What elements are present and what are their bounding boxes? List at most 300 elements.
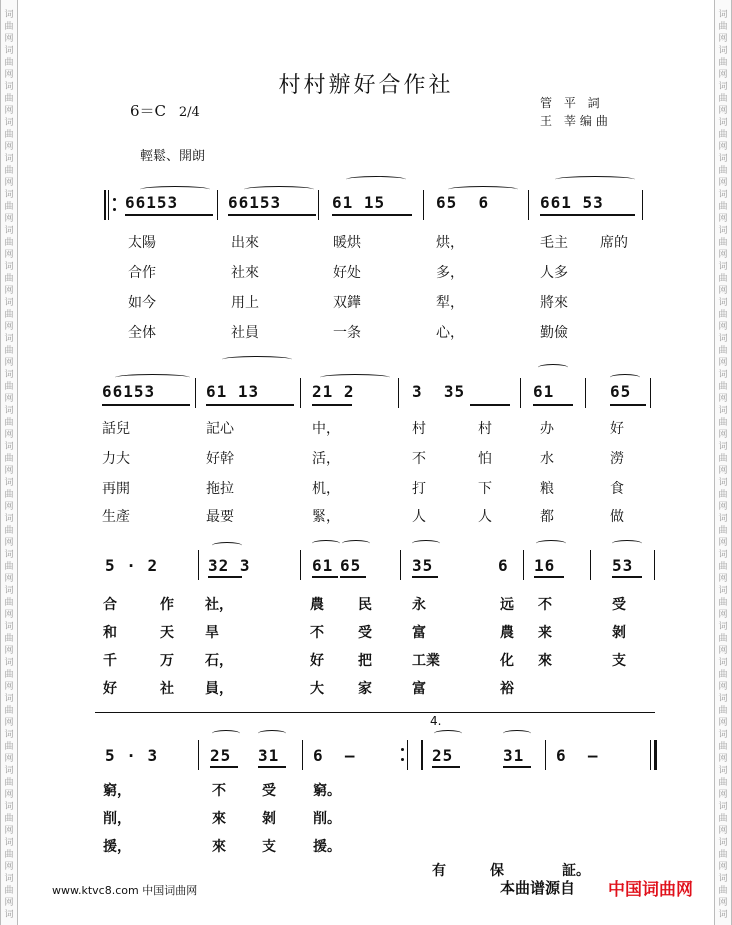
watermark-char: 网 [4,322,14,332]
lyric: 食 [610,481,624,497]
watermark-char: 网 [4,754,14,764]
barline [528,190,529,220]
measure-12: 5 · 2 [105,556,159,575]
lyric: 拖拉 [206,481,234,497]
watermark-char: 曲 [4,310,14,320]
barline [198,740,199,770]
measure-10: 61 [533,382,555,401]
measure-7: 61 13 [206,382,260,401]
watermark-char: 网 [4,34,14,44]
watermark-char: 曲 [718,238,728,248]
lyric: 人多 [540,265,568,281]
watermark-char: 曲 [4,850,14,860]
watermark-char: 词 [4,730,14,740]
watermark-char: 词 [4,46,14,56]
footer-site-link[interactable]: www.ktvc8.com 中国词曲网 [52,884,198,897]
beam [533,404,573,406]
lyric: 支 [262,839,276,855]
barline [421,740,423,770]
lyric: 心， [436,325,464,341]
lyric: 大 [310,681,324,697]
lyric: 澇 [610,451,624,467]
watermark-char: 网 [718,502,728,512]
lyric: 最要 [206,509,234,525]
lyric: 暖烘 [333,235,361,251]
watermark-char: 词 [718,226,728,236]
watermark-char: 网 [718,898,728,908]
watermark-char: 词 [718,298,728,308]
watermark-char: 曲 [718,166,728,176]
lyric: 來 [212,811,226,827]
watermark-char: 网 [4,898,14,908]
lyric: 把 [358,653,372,669]
watermark-char: 词 [4,190,14,200]
watermark-char: 词 [718,622,728,632]
measure-5: 661 53 [540,193,604,212]
lyricist-credit: 管 平 詞 [540,96,604,110]
watermark-char: 曲 [718,22,728,32]
watermark-char: 曲 [718,598,728,608]
barline [398,378,399,408]
watermark-char: 词 [4,118,14,128]
lyric-ending: 証。 [562,863,590,879]
watermark-char: 曲 [4,886,14,896]
watermark-char: 词 [4,766,14,776]
slur [503,730,531,737]
lyric: 緊， [312,509,340,525]
measure-15b: 6 [498,556,509,575]
watermark-char: 词 [4,226,14,236]
lyric: 社員 [231,325,259,341]
measure-21b: 31 [503,746,525,765]
measure-3: 61 15 [332,193,386,212]
lyric: 好幹 [206,451,234,467]
lyric: 社來 [231,265,259,281]
lyric: 將來 [540,295,568,311]
lyric: 永 [412,597,426,613]
beam [470,404,510,406]
watermark-char: 词 [4,82,14,92]
key-label: 6＝C [130,102,167,120]
end-repeat-barline [407,740,408,770]
watermark-char: 曲 [718,814,728,824]
watermark-char: 词 [4,478,14,488]
watermark-char: 网 [718,394,728,404]
beam [503,766,531,768]
lyric: 援。 [313,839,341,855]
watermark-char: 网 [4,862,14,872]
lyric: 办 [540,421,554,437]
lyric: 人 [478,509,492,525]
barline [423,190,424,220]
song-title: 村村辦好合作社 [278,73,454,98]
measure-16: 16 [534,556,556,575]
barline [523,550,524,580]
lyric: 勤儉 [540,325,568,341]
watermark-char: 曲 [718,202,728,212]
lyric: 剝 [612,625,626,641]
watermark-char: 词 [4,802,14,812]
lyric: 工業 [412,653,440,669]
watermark-char: 词 [718,118,728,128]
measure-21a: 25 [432,746,454,765]
watermark-char: 网 [4,178,14,188]
lyric: 裕 [500,681,514,697]
watermark-char: 网 [4,214,14,224]
lyric: 活， [312,451,340,467]
beam [102,404,190,406]
barline [302,740,303,770]
lyric: 好 [103,681,117,697]
lyric: 怕 [478,451,492,467]
watermark-char: 曲 [4,418,14,428]
lyric: 粮 [540,481,554,497]
watermark-char: 曲 [718,742,728,752]
watermark-char: 词 [718,586,728,596]
watermark-char: 曲 [718,526,728,536]
volta-bracket-4 [425,712,655,713]
watermark-char: 曲 [4,598,14,608]
beam [332,214,412,216]
lyric: 一条 [333,325,361,341]
slur [312,540,340,547]
slur [346,176,406,183]
barline [300,378,301,408]
watermark-char: 曲 [4,742,14,752]
barline [400,550,401,580]
watermark-char: 词 [718,694,728,704]
lyric: 和 [103,625,117,641]
measure-19b: 31 [258,746,280,765]
watermark-char: 网 [718,286,728,296]
slur [342,540,370,547]
lyric: 受 [358,625,372,641]
lyric: 社 [160,681,174,697]
lyric-ending: 保 [490,863,504,879]
measure-6: 66153 [102,382,156,401]
lyric: 來 [212,839,226,855]
watermark-char: 曲 [4,814,14,824]
watermark-char: 网 [4,106,14,116]
watermark-char: 词 [718,874,728,884]
watermark-char: 网 [4,826,14,836]
watermark-char: 曲 [4,166,14,176]
watermark-char: 词 [4,658,14,668]
beam [340,576,366,578]
measure-4: 65 6 [436,193,490,212]
watermark-char: 网 [718,862,728,872]
lyric: 人 [412,509,426,525]
watermark-char: 曲 [718,382,728,392]
measure-14b: 65 [340,556,362,575]
watermark-char: 词 [4,10,14,20]
watermark-char: 曲 [4,202,14,212]
barline [585,378,586,408]
slur [536,540,566,547]
lyric: 話兒 [102,421,130,437]
watermark-char: 曲 [718,634,728,644]
tempo-marking: 輕鬆、開朗 [140,149,206,164]
lyric: 窮。 [313,783,341,799]
barline [318,190,319,220]
lyric: 受 [262,783,276,799]
watermark-char: 曲 [4,58,14,68]
barline [198,550,199,580]
watermark-char: 词 [4,262,14,272]
lyric: 犁， [436,295,464,311]
watermark-char: 曲 [4,634,14,644]
lyric: 旱 [205,625,219,641]
watermark-char: 曲 [4,130,14,140]
watermark-char: 网 [718,790,728,800]
lyric: 烘， [436,235,464,251]
watermark-char: 词 [718,334,728,344]
watermark-char: 词 [4,334,14,344]
watermark-char: 曲 [718,670,728,680]
barline [300,550,301,580]
watermark-char: 网 [718,322,728,332]
barline [217,190,218,220]
tie [320,374,390,381]
watermark-char: 网 [4,718,14,728]
beam [612,576,642,578]
watermark-char: 词 [718,190,728,200]
repeat-barline [104,190,106,220]
watermark-char: 曲 [4,94,14,104]
lyric: 用上 [231,295,259,311]
watermark-char: 曲 [4,346,14,356]
watermark-char: 词 [718,154,728,164]
watermark-char: 网 [718,826,728,836]
time-signature: 2/4 [178,105,200,120]
lyric: 農 [310,597,324,613]
watermark-char: 网 [718,646,728,656]
watermark-char: 词 [4,406,14,416]
lyric: 家 [358,681,372,697]
lyric: 好 [310,653,324,669]
watermark-char: 网 [718,34,728,44]
barline [545,740,546,770]
slur [212,542,242,549]
beam [312,576,338,578]
watermark-char: 网 [718,106,728,116]
watermark-char: 曲 [4,490,14,500]
lyric: 不 [310,625,324,641]
watermark-char: 网 [4,358,14,368]
lyric: 中， [312,421,340,437]
lyric: 村 [412,421,426,437]
watermark-char: 曲 [718,562,728,572]
lyric: 天 [160,625,174,641]
slur [115,374,190,381]
lyric: 做 [610,509,624,525]
slur [612,540,642,547]
watermark-char: 网 [718,358,728,368]
watermark-char: 网 [4,502,14,512]
watermark-char: 曲 [4,238,14,248]
lyric: 下 [478,481,492,497]
beam [258,766,286,768]
measure-11: 65 [610,382,632,401]
lyric: 双鏵 [333,295,361,311]
lyric: 不 [212,783,226,799]
watermark-char: 曲 [718,346,728,356]
slur [538,364,568,371]
watermark-char: 词 [4,874,14,884]
watermark-char: 网 [718,538,728,548]
slur [412,540,440,547]
watermark-char: 网 [4,142,14,152]
repeat-dot [401,758,404,761]
watermark-char: 曲 [718,706,728,716]
watermark-char: 曲 [718,778,728,788]
beam [610,404,646,406]
watermark-char: 词 [4,442,14,452]
lyric: 远 [500,597,514,613]
footer-brand-logo[interactable]: 中国词曲网 [608,880,693,900]
watermark-char: 词 [718,658,728,668]
beam [125,214,213,216]
watermark-char: 网 [4,790,14,800]
watermark-char: 词 [718,82,728,92]
watermark-char: 曲 [4,526,14,536]
lyric: 千 [103,653,117,669]
beam [432,766,460,768]
final-barline-thick [654,740,657,770]
lyric: 水 [540,451,554,467]
watermark-char: 词 [718,442,728,452]
lyric: 毛主 [540,235,568,251]
watermark-char: 词 [718,478,728,488]
key-signature [130,100,200,121]
composer-credit: 王 莘编曲 [540,114,612,128]
tie [448,186,518,193]
slur [258,730,286,737]
lyric: 太陽 [128,235,156,251]
slur [244,186,314,193]
lyric: 剝 [262,811,276,827]
lyric: 社， [205,597,233,613]
watermark-char: 网 [718,466,728,476]
watermark-char: 词 [4,154,14,164]
beam [534,576,564,578]
watermark-char: 词 [718,370,728,380]
slur [434,730,462,737]
watermark-char: 曲 [718,94,728,104]
watermark-char: 曲 [4,22,14,32]
lyric: 如今 [128,295,156,311]
watermark-char: 网 [718,430,728,440]
lyric: 多， [436,265,464,281]
lyric: 万 [160,653,174,669]
lyric: 合作 [128,265,156,281]
watermark-char: 词 [4,586,14,596]
watermark-char: 曲 [4,706,14,716]
watermark-char: 词 [718,262,728,272]
beam [540,214,635,216]
watermark-char: 曲 [4,274,14,284]
lyric: 富 [412,625,426,641]
lyric: 民 [358,597,372,613]
measure-20: 6 — [313,746,356,765]
repeat-dot [113,208,116,211]
watermark-char: 曲 [718,274,728,284]
watermark-char: 词 [4,622,14,632]
repeat-dot [113,198,116,201]
watermark-char: 网 [718,250,728,260]
lyric: 出來 [231,235,259,251]
lyric: 農 [500,625,514,641]
volta-bracket-1 [95,712,435,713]
watermark-char: 网 [718,718,728,728]
watermark-char: 词 [718,730,728,740]
watermark-char: 网 [718,178,728,188]
lyric: 援， [103,839,131,855]
watermark-char: 曲 [4,562,14,572]
watermark-char: 曲 [718,454,728,464]
lyric: 不 [412,451,426,467]
measure-18: 5 · 3 [105,746,159,765]
slur [212,730,240,737]
watermark-char: 网 [4,646,14,656]
lyric: 化 [500,653,514,669]
measure-2: 66153 [228,193,282,212]
barline [520,378,521,408]
lyric: 支 [612,653,626,669]
watermark-char: 曲 [4,670,14,680]
left-watermark-strip [0,0,18,925]
final-barline-thin [650,740,651,770]
watermark-char: 曲 [4,454,14,464]
barline [650,378,651,408]
lyric: 來 [538,653,552,669]
watermark-char: 词 [4,838,14,848]
watermark-char: 网 [4,538,14,548]
slur [555,176,635,183]
lyric: 席的 [600,235,628,251]
watermark-char: 词 [4,370,14,380]
watermark-char: 网 [718,574,728,584]
watermark-char: 曲 [718,310,728,320]
watermark-char: 网 [718,610,728,620]
measure-22: 6 — [556,746,599,765]
watermark-char: 曲 [4,778,14,788]
watermark-char: 词 [718,406,728,416]
repeat-barline-thin [108,190,109,220]
lyric: 石， [205,653,233,669]
lyric: 不 [538,597,552,613]
watermark-char: 词 [718,46,728,56]
lyric: 員， [205,681,233,697]
lyric: 窮， [103,783,131,799]
barline [654,550,655,580]
measure-8: 21 2 [312,382,355,401]
beam [206,404,294,406]
measure-17: 53 [612,556,634,575]
beam [228,214,316,216]
lyric: 机， [312,481,340,497]
watermark-char: 网 [4,574,14,584]
watermark-char: 网 [718,70,728,80]
watermark-char: 网 [4,394,14,404]
beam [210,766,238,768]
barline [195,378,196,408]
beam [312,404,352,406]
repeat-dot [401,748,404,751]
lyric-ending: 有 [432,863,446,879]
measure-15: 35 [412,556,434,575]
watermark-char: 网 [4,682,14,692]
